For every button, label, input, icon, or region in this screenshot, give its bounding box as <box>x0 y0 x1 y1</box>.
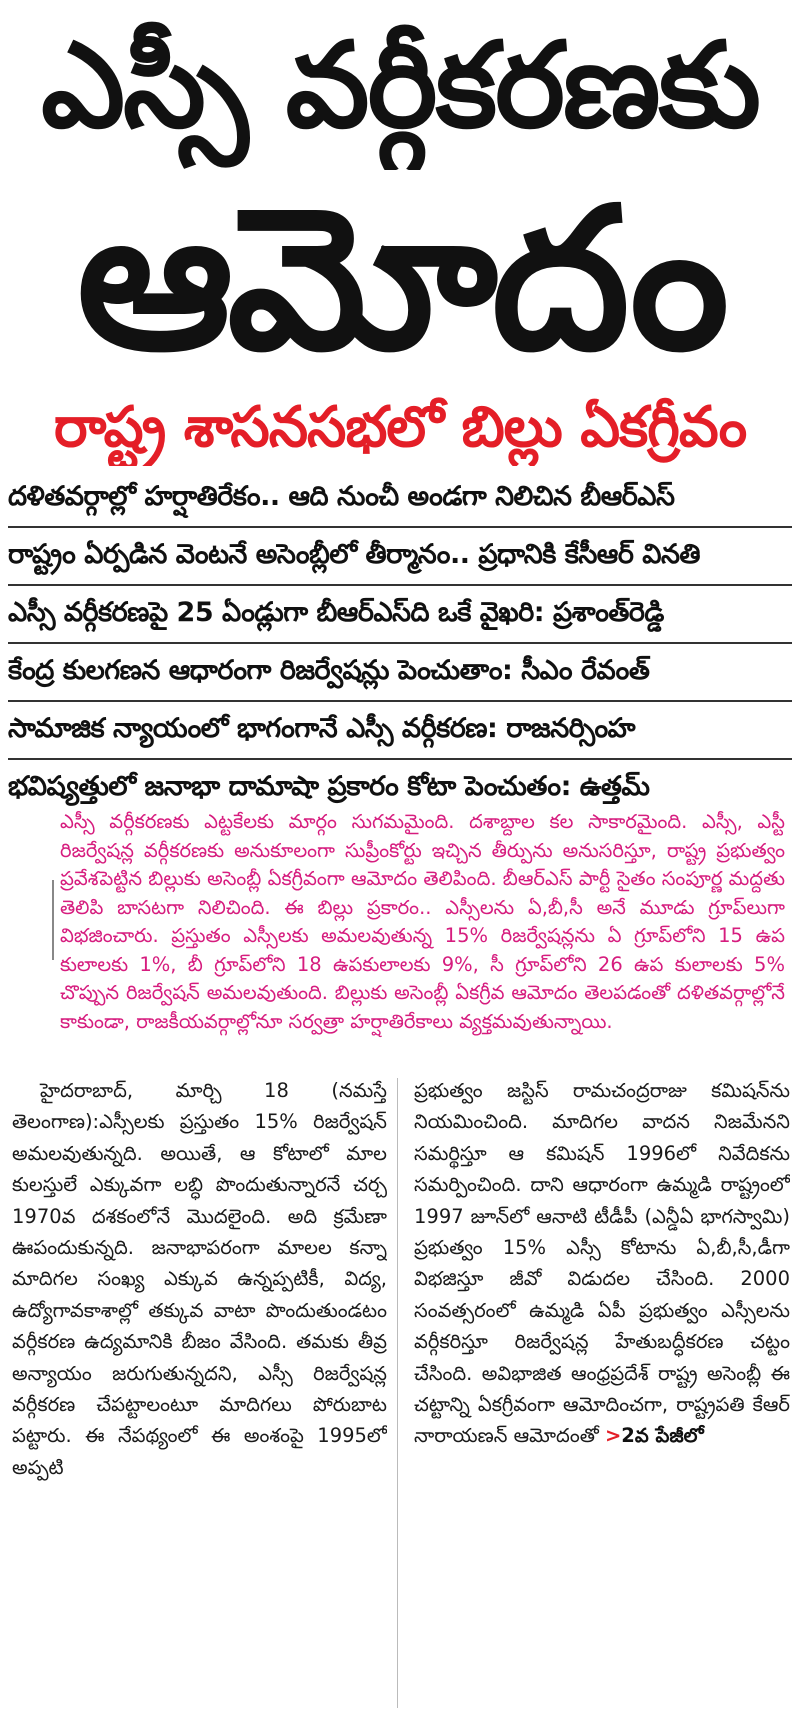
bullet-point: రాష్ట్రం ఏర్పడిన వెంటనే అసెంబ్లీలో తీర్మానం.. ప్రధానికి కేసీఆర్ వినతి <box>8 528 792 586</box>
headline-line-1: ఎస్సీ వర్గీకరణకు <box>41 16 759 154</box>
body-paragraph-left: హైదరాబాద్, మార్చి 18 (నమస్తే తెలంగాణ):ఎస్సీలకు ప్రస్తుతం 15% రిజర్వేషన్ అమలవుతున్నది. అయితే, ఆ కోటాలో మాల కులస్తులే ఎక్కువగా లబ్ధి పొందుతున్నారనే చర్చ 1970వ దశకంలోనే మొదలైంది. అది క్రమేణా ఊపందుకున్నది. జనాభాపరంగా మాలల కన్నా మాదిగల సంఖ్య ఎక్కువ ఉన్నప్పటికీ, విద్య, ఉద్యోగావకాశాల్లో తక్కువ వాటా పొందుతుండటం వర్గీకరణ ఉద్యమానికి బీజం వేసింది. తమకు తీవ్ర అన్యాయం జరుగుతున్నదని, ఎస్సీ రిజర్వేషన్ల వర్గీకరణ చేపట్టాలంటూ మాదిగలు పోరుబాట పట్టారు. ఈ నేపథ్యంలో ఈ అంశంపై 1995లో అప్పటి <box>12 1079 387 1479</box>
headline-line-2: ఆమోదం <box>76 168 724 393</box>
bullet-point: సామాజిక న్యాయంలో భాగంగానే ఎస్సీ వర్గీకరణ: రాజనర్సింహ <box>8 702 792 760</box>
bullet-point: కేంద్ర కులగణన ఆధారంగా రిజర్వేషన్లు పెంచుతాం: సీఎం రేవంత్ <box>8 644 792 702</box>
bullet-point: ఎస్సీ వర్గీకరణపై 25 ఏండ్లుగా బీఆర్ఎస్‌ది ఒకే వైఖరి: ప్రశాంత్‌రెడ్డి <box>8 586 792 644</box>
intro-side-rule <box>52 880 54 960</box>
body-paragraph-right <box>414 1075 790 1452</box>
subheadline: రాష్ట్ర శాసనసభలో బిల్లు ఏకగ్రీవం <box>53 395 747 460</box>
body-column-right <box>414 1075 790 1715</box>
body-column-left <box>12 1075 387 1715</box>
intro-paragraph: ఎస్సీ వర్గీకరణకు ఎట్టకేలకు మార్గం సుగమమైంది. దశాబ్దాల కల సాకారమైంది. ఎస్సీ, ఎస్టీ రిజర్వేషన్ల వర్గీకరణకు అనుకూలంగా సుప్రీంకోర్టు ఇచ్చిన తీర్పును అనుసరిస్తూ, రాష్ట్ర ప్రభుత్వం ప్రవేశపెట్టిన బిల్లుకు అసెంబ్లీ ఏకగ్రీవంగా ఆమోదం తెలిపింది. బీఆర్ఎస్ పార్టీ సైతం సంపూర్ణ మద్దతు తెలిపి బాసటగా నిలిచింది. ఈ బిల్లు ప్రకారం.. ఎస్సీలను ఏ,బీ,సీ అనే మూడు గ్రూప్‌లుగా విభజించారు. ప్రస్తుతం ఎస్సీలకు అమలవుతున్న 15% రిజర్వేషన్లను ఏ గ్రూప్‌లోని 15 ఉప కులాలకు 1%, బీ గ్రూప్‌లోని 18 ఉపకులాలకు 9%, సీ గ్రూప్‌లోని 26 ఉప కులాలకు 5% చొప్పున రిజర్వేషన్ అమలవుతుంది. బిల్లుకు అసెంబ్లీ ఏకగ్రీవ ఆమోదం తెలపడంతో దళితవర్గాల్లోనే కాకుండా, రాజకీయవర్గాల్లోనూ సర్వత్రా హర్షాతిరేకాలు వ్యక్తమవుతున్నాయి. <box>60 810 785 1033</box>
continued-on-page-link[interactable]: 2వ పేజీలో <box>621 1424 704 1448</box>
column-divider <box>397 1078 398 1708</box>
bullet-point: భవిష్యత్తులో జనాభా దామాషా ప్రకారం కోటా పెంచుతం: ఉత్తమ్ <box>8 771 650 802</box>
bullet-list <box>8 470 792 816</box>
body-text-right: ప్రభుత్వం జస్టిస్ రామచంద్రరాజు కమిషన్‌ను నియమించింది. మాదిగల వాదన నిజమేనని సమర్థిస్తూ ఆ కమిషన్ 1996లో నివేదికను సమర్పించింది. దాని ఆధారంగా ఉమ్మడి రాష్ట్రంలో 1997 జూన్‌లో ఆనాటి టీడీపీ (ఎన్డీఏ భాగస్వామి) ప్రభుత్వం 15% ఎస్సీ కోటాను ఏ,బీ,సీ,డీగా విభజిస్తూ జీవో విడుదల చేసింది. 2000 సంవత్సరంలో ఉమ్మడి ఏపీ ప్రభుత్వం ఎస్సీలను వర్గీకరిస్తూ రిజర్వేషన్ల హేతుబద్ధీకరణ చట్టం చేసింది. అవిభాజిత ఆంధ్రప్రదేశ్ రాష్ట్ర అసెంబ్లీ ఈ చట్టాన్ని ఏకగ్రీవంగా ఆమోదించగా, రాష్ట్రపతి కేఆర్ నారాయణన్ ఆమోదంతో <box>414 1079 790 1448</box>
jump-arrow-icon: > <box>604 1424 622 1448</box>
bullet-point: దళితవర్గాల్లో హర్షాతిరేకం.. ఆది నుంచీ అండగా నిలిచిన బీఆర్ఎస్ <box>8 470 792 528</box>
